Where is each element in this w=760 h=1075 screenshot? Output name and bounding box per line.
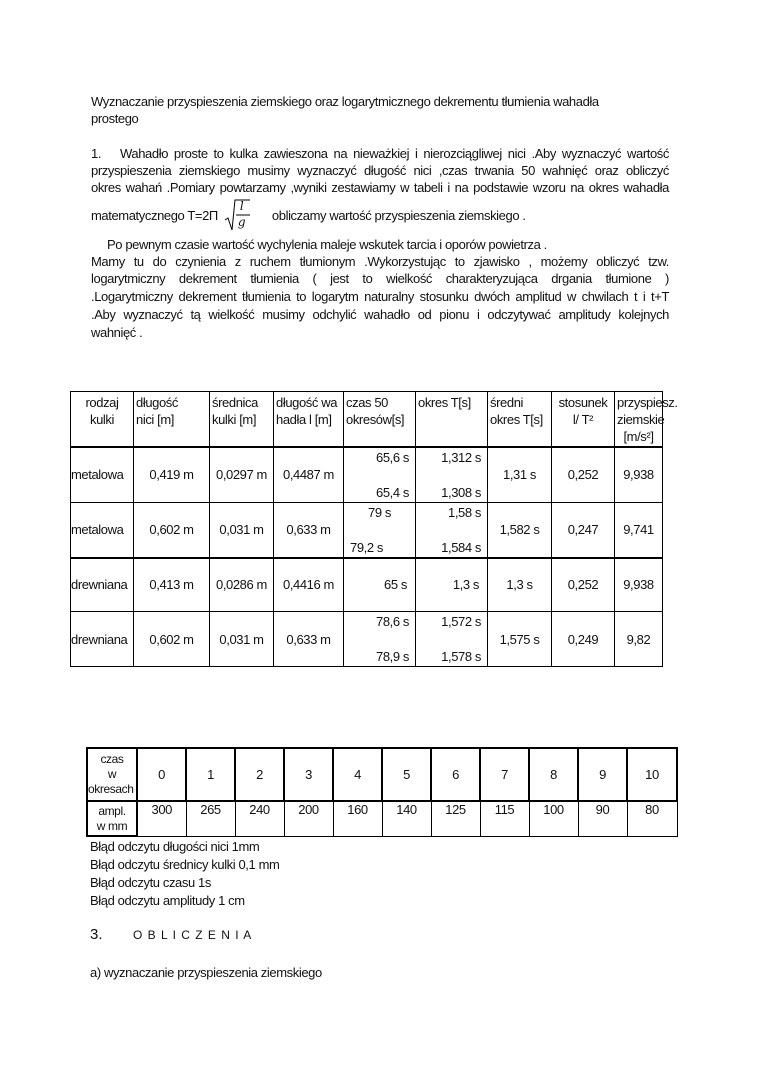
header-dlugosc-nici: długość nici [m] [134, 392, 210, 447]
cell-gravity: 9,741 [615, 502, 663, 558]
sqrt-formula [224, 198, 250, 232]
cell-diameter: 0,0297 m [210, 447, 274, 503]
header-dlugosc-wahadla: długość wa hadła l [m] [274, 392, 344, 447]
header-okres: okres T[s] [416, 392, 488, 447]
header-rodzaj: rodzaj kulki [71, 392, 134, 447]
amplitude-cell: 265 [186, 801, 235, 836]
cell-gravity: 9,82 [615, 612, 663, 667]
cell-diameter: 0,0286 m [210, 558, 274, 612]
cell-period: 1,58 s 1,584 s [416, 502, 488, 558]
cell-ratio: 0,252 [552, 558, 615, 612]
amplitude-cell: 80 [627, 801, 677, 836]
error-line-time: Błąd odczytu czasu 1s [90, 875, 211, 890]
header-srednica: średnica kulki [m] [210, 392, 274, 447]
cell-period: 1,3 s [416, 558, 488, 612]
amplitude-table [86, 747, 678, 837]
time-cell: 7 [480, 748, 529, 801]
error-line-diameter: Błąd odczytu średnicy kulki 0,1 mm [90, 857, 280, 872]
para2-line3: logarytmiczny dekrement tłumienia ( jest to wielkość charakteryzująca drgania tłumione ) [91, 271, 669, 286]
time-cell: 0 [137, 748, 186, 801]
time-cell: 1 [186, 748, 235, 801]
amplitude-cell: 240 [235, 801, 284, 836]
cell-avg-period: 1,31 s [488, 447, 552, 503]
table-header-row [71, 392, 663, 447]
section3-number: 3. [90, 926, 103, 943]
cell-time-50: 79 s 79,2 s [344, 502, 416, 558]
para2-line1: Po pewnym czasie wartość wychylenia maleje wskutek tarcia i oporów powietrza . [107, 237, 547, 252]
cell-ratio: 0,249 [552, 612, 615, 667]
cell-time-50: 65,6 s 65,4 s [344, 447, 416, 503]
table-row [71, 612, 663, 667]
cell-type: metalowa [71, 447, 134, 503]
document-title-line2: prostego [91, 111, 139, 126]
cell-diameter: 0,031 m [210, 502, 274, 558]
para2-line6: wahnięć . [91, 325, 143, 340]
header-czas: czas 50 okresów[s] [344, 392, 416, 447]
cell-length: 0,413 m [134, 558, 210, 612]
amplitude-cell: 140 [382, 801, 431, 836]
section1-line3: okres wahań .Pomiary powtarzamy ,wyniki zestawiamy w tabeli i na podstawie wzoru na okres wahadła [91, 180, 669, 195]
cell-time-50: 78,6 s 78,9 s [344, 612, 416, 667]
amplitude-cell: 125 [431, 801, 480, 836]
cell-pendulum-length: 0,633 m [274, 612, 344, 667]
amplitude-cell: 300 [137, 801, 186, 836]
cell-diameter: 0,031 m [210, 612, 274, 667]
time-cell: 4 [333, 748, 382, 801]
para2-line4: .Logarytmiczny dekrement tłumienia to logarytm naturalny stosunku dwóch amplitud w chwilach t i t+T [91, 289, 669, 304]
cell-period: 1,572 s 1,578 s [416, 612, 488, 667]
cell-gravity: 9,938 [615, 447, 663, 503]
amplitude-cell: 160 [333, 801, 382, 836]
time-row [87, 748, 677, 801]
cell-pendulum-length: 0,633 m [274, 502, 344, 558]
cell-length: 0,602 m [134, 502, 210, 558]
formula-numerator: l [239, 199, 244, 213]
para2-line2: Mamy tu do czynienia z ruchem tłumionym .Wykorzystując to zjawisko , możemy obliczyć tzw. [91, 254, 669, 269]
time-cell: 9 [578, 748, 627, 801]
cell-type: drewniana [71, 558, 134, 612]
cell-avg-period: 1,582 s [488, 502, 552, 558]
cell-ratio: 0,252 [552, 447, 615, 503]
amplitude-cell: 115 [480, 801, 529, 836]
document-title-line1: Wyznaczanie przyspieszenia ziemskiego oraz logarytmicznego dekrementu tłumienia wahadła [91, 94, 599, 109]
cell-gravity: 9,938 [615, 558, 663, 612]
formula-text-before: matematycznego T=2Π [91, 207, 218, 223]
section3-title: O B L I C Z E N I A [133, 928, 253, 942]
time-cell: 5 [382, 748, 431, 801]
amplitude-cell: 90 [578, 801, 627, 836]
header-przyspieszenie: przyspiesz. ziemskie [m/s²] [615, 392, 663, 447]
amplitude-cell: 100 [529, 801, 578, 836]
formula-text-after: obliczamy wartość przyspieszenia ziemskiego . [271, 207, 526, 223]
cell-pendulum-length: 0,4416 m [274, 558, 344, 612]
cell-length: 0,419 m [134, 447, 210, 503]
cell-avg-period: 1,3 s [488, 558, 552, 612]
header-stosunek: stosunek l/ T² [552, 392, 615, 447]
cell-time-50: 65 s [344, 558, 416, 612]
cell-type: drewniana [71, 612, 134, 667]
subsection-a: a) wyznaczanie przyspieszenia ziemskiego [90, 965, 322, 980]
measurement-table [70, 391, 678, 667]
cell-length: 0,602 m [134, 612, 210, 667]
time-row-header: czas w okresach [87, 748, 137, 801]
cell-ratio: 0,247 [552, 502, 615, 558]
time-cell: 10 [627, 748, 677, 801]
table-row [71, 558, 663, 612]
formula-denominator: g [237, 215, 246, 229]
cell-type: metalowa [71, 502, 134, 558]
time-cell: 8 [529, 748, 578, 801]
para2-line5: .Aby wyznaczyć tą wielkość musimy odchylić wahadło od pionu i odczytywać amplitudy kolejnych [91, 307, 669, 322]
section1-line1: Wahadło proste to kulka zawieszona na nieważkiej i nierozciągliwej nici .Aby wyznaczyć wartość [120, 146, 669, 161]
cell-avg-period: 1,575 s [488, 612, 552, 667]
error-line-amplitude: Błąd odczytu amplitudy 1 cm [90, 893, 245, 908]
error-line-length: Błąd odczytu długości nici 1mm [90, 839, 260, 854]
amplitude-row-header: ampl. w mm [87, 801, 137, 836]
table-row [71, 447, 663, 503]
time-cell: 2 [235, 748, 284, 801]
time-cell: 3 [284, 748, 333, 801]
cell-period: 1,312 s 1,308 s [416, 447, 488, 503]
section1-formula-line [91, 198, 526, 232]
time-cell: 6 [431, 748, 480, 801]
table-row [71, 502, 663, 558]
cell-pendulum-length: 0,4487 m [274, 447, 344, 503]
header-sredni-okres: średni okres T[s] [488, 392, 552, 447]
amplitude-cell: 200 [284, 801, 333, 836]
section1-line2: przyspieszenia ziemskiego musimy wyznaczyć długość nici ,czas trwania 50 wahnięć oraz obliczyć [91, 163, 669, 178]
amplitude-row [87, 801, 677, 836]
section1-number: 1. [91, 146, 102, 161]
